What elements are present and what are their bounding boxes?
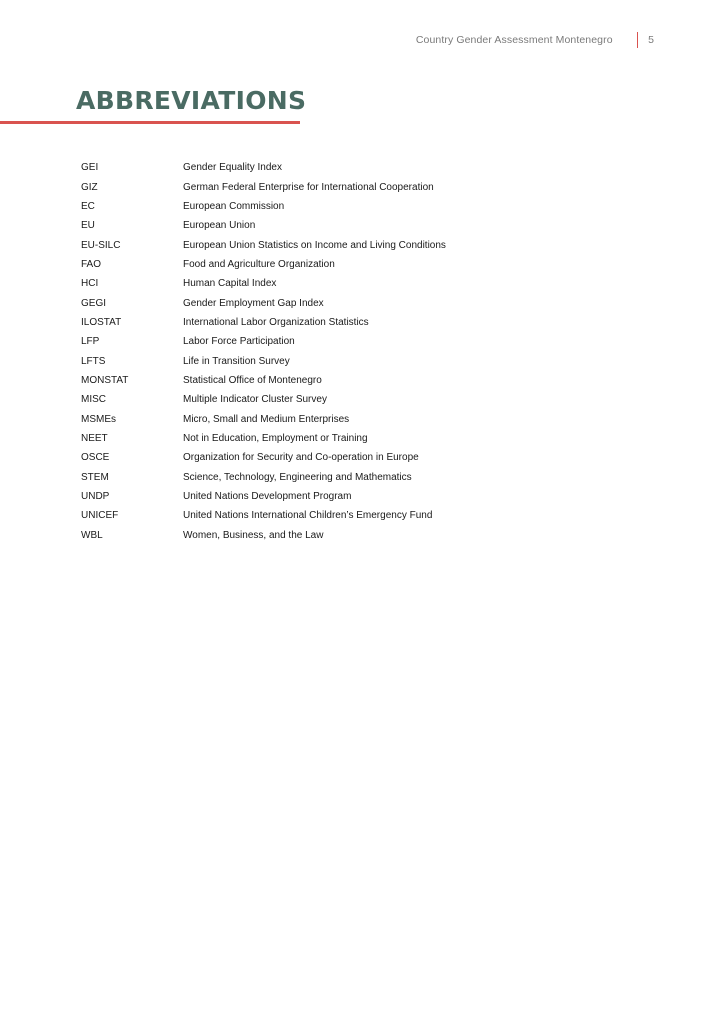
abbreviation-term: EC xyxy=(81,200,95,212)
title-underline xyxy=(0,121,300,124)
abbreviation-term: NEET xyxy=(81,432,108,444)
abbreviation-row xyxy=(81,409,561,428)
running-header-title: Country Gender Assessment Montenegro xyxy=(415,34,613,46)
abbreviation-row xyxy=(81,487,561,506)
abbreviation-definition: European Union Statistics on Income and Living Conditions xyxy=(183,239,446,251)
abbreviation-row xyxy=(81,429,561,448)
abbreviation-definition: European Union xyxy=(183,220,256,232)
abbreviation-row xyxy=(81,293,561,312)
abbreviation-row xyxy=(81,177,561,196)
abbreviation-definition: German Federal Enterprise for International Cooperation xyxy=(183,181,434,193)
abbreviations-list xyxy=(81,158,561,545)
abbreviation-term: ILOSTAT xyxy=(81,316,122,328)
abbreviation-term: GEGI xyxy=(81,297,107,309)
abbreviation-term: STEM xyxy=(81,471,109,483)
abbreviation-definition: Life in Transition Survey xyxy=(183,355,290,367)
abbreviation-definition: Science, Technology, Engineering and Mathematics xyxy=(183,471,412,483)
abbreviation-row xyxy=(81,158,561,177)
abbreviation-definition: European Commission xyxy=(183,200,285,212)
abbreviation-row xyxy=(81,313,561,332)
abbreviation-definition: Gender Equality Index xyxy=(183,162,282,174)
header-divider xyxy=(637,32,639,48)
abbreviation-definition: Gender Employment Gap Index xyxy=(183,297,324,309)
page-header xyxy=(416,31,654,49)
abbreviation-definition: Women, Business, and the Law xyxy=(183,529,324,541)
page-number: 5 xyxy=(648,34,654,46)
abbreviation-row xyxy=(81,468,561,487)
abbreviation-definition: Food and Agriculture Organization xyxy=(183,258,335,270)
abbreviation-term: LFTS xyxy=(81,355,106,367)
abbreviation-term: GIZ xyxy=(81,181,98,193)
abbreviation-definition: International Labor Organization Statistics xyxy=(183,316,369,328)
abbreviation-definition: Multiple Indicator Cluster Survey xyxy=(183,394,327,406)
abbreviation-row xyxy=(81,351,561,370)
abbreviation-row xyxy=(81,235,561,254)
abbreviation-row xyxy=(81,390,561,409)
abbreviation-row xyxy=(81,255,561,274)
abbreviation-term: OSCE xyxy=(81,452,110,464)
abbreviation-definition: Organization for Security and Co-operation in Europe xyxy=(183,452,419,464)
abbreviation-row xyxy=(81,274,561,293)
abbreviation-row xyxy=(81,216,561,235)
abbreviation-definition: Labor Force Participation xyxy=(183,336,295,348)
abbreviation-term: LFP xyxy=(81,336,100,348)
abbreviation-definition: Statistical Office of Montenegro xyxy=(183,374,322,386)
abbreviation-term: MONSTAT xyxy=(81,374,129,386)
abbreviation-definition: Human Capital Index xyxy=(183,278,277,290)
abbreviation-term: WBL xyxy=(81,529,103,541)
abbreviation-row xyxy=(81,526,561,545)
abbreviation-term: HCI xyxy=(81,278,99,290)
abbreviation-definition: Micro, Small and Medium Enterprises xyxy=(183,413,350,425)
abbreviation-row xyxy=(81,197,561,216)
section-title: ABBREVIATIONS xyxy=(76,86,307,115)
abbreviation-definition: United Nations Development Program xyxy=(183,491,352,503)
abbreviation-row xyxy=(81,371,561,390)
abbreviation-row xyxy=(81,448,561,467)
abbreviation-row xyxy=(81,506,561,525)
abbreviation-term: UNDP xyxy=(81,491,110,503)
abbreviation-definition: Not in Education, Employment or Training xyxy=(183,432,368,444)
abbreviation-row xyxy=(81,332,561,351)
abbreviation-term: UNICEF xyxy=(81,510,119,522)
abbreviation-term: GEI xyxy=(81,162,99,174)
abbreviation-term: MISC xyxy=(81,394,106,406)
abbreviation-definition: United Nations International Children’s Emergency Fund xyxy=(183,510,433,522)
abbreviation-term: EU-SILC xyxy=(81,239,121,251)
abbreviation-term: MSMEs xyxy=(81,413,116,425)
abbreviation-term: FAO xyxy=(81,258,102,270)
abbreviation-term: EU xyxy=(81,220,95,232)
